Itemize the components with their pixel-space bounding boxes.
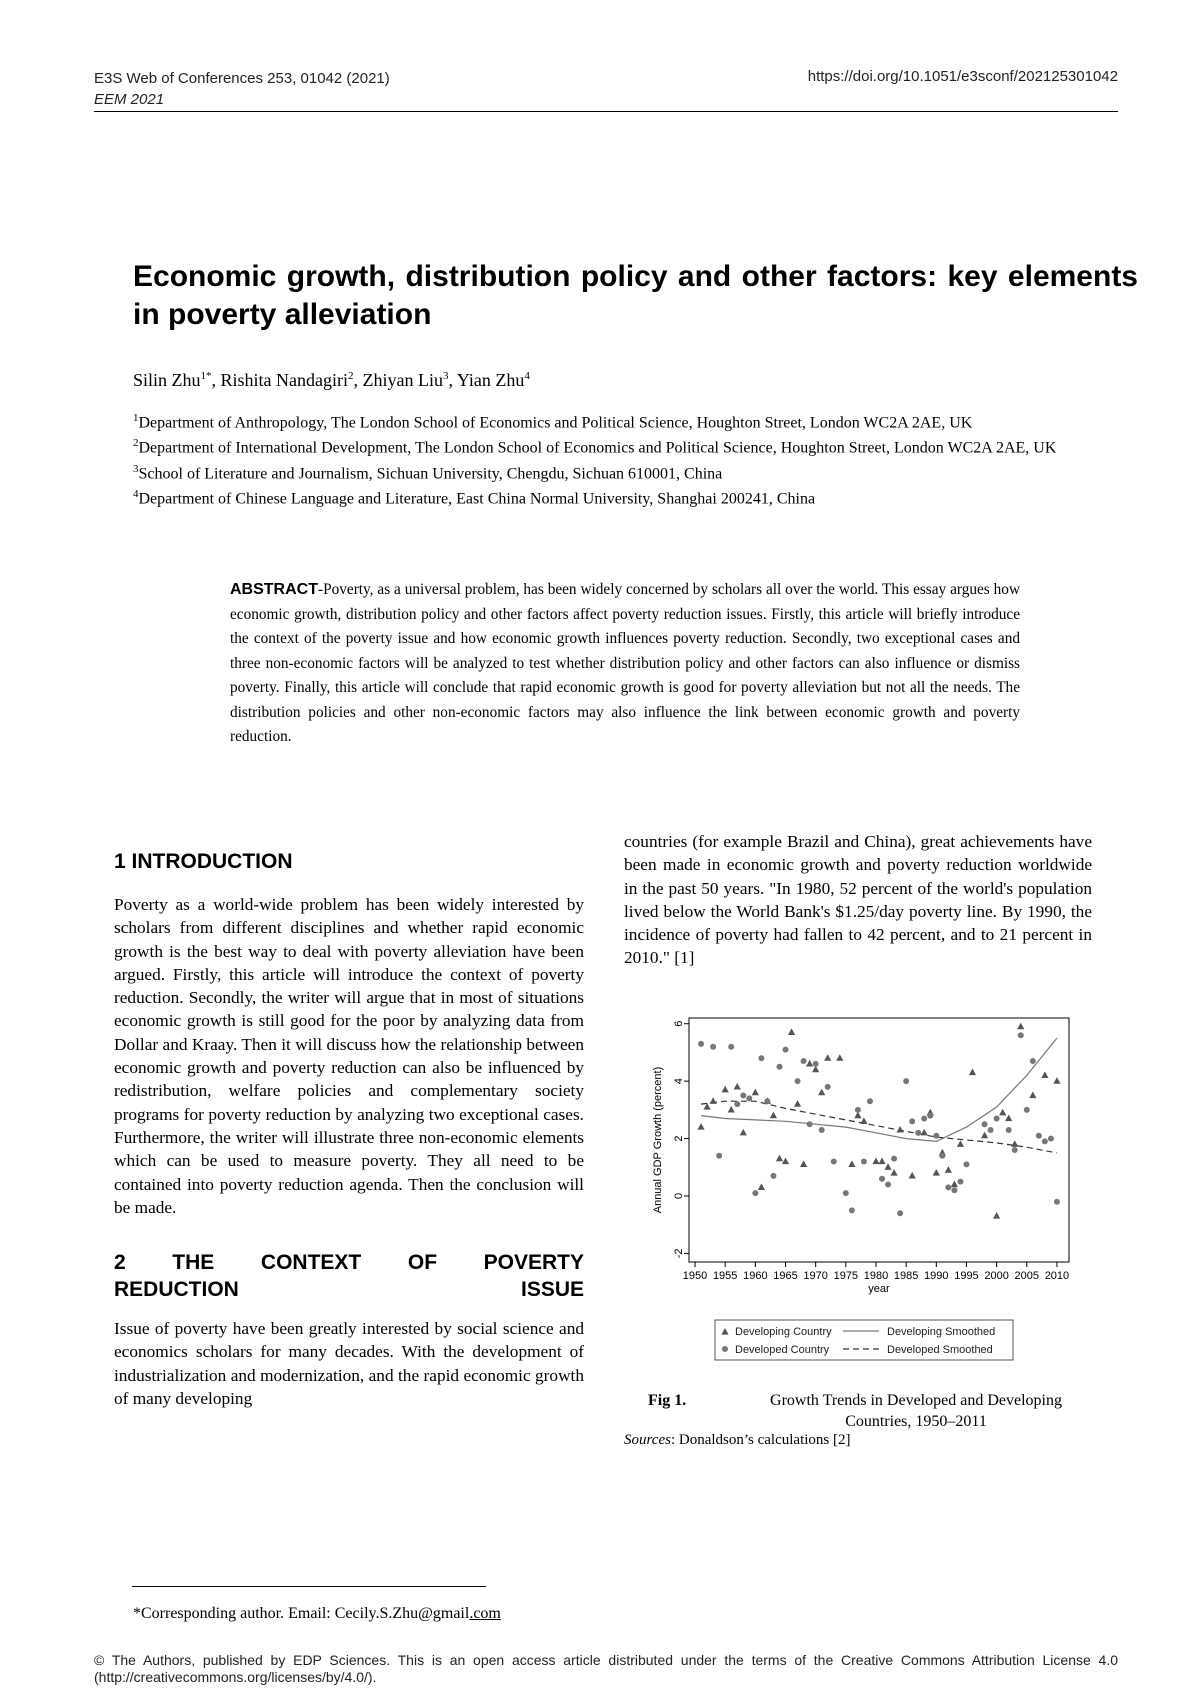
x-tick-label: 1950 (682, 1270, 708, 1282)
author-sup: 4 (524, 370, 530, 382)
developed-point (879, 1176, 885, 1182)
legend-label: Developed Country (735, 1344, 830, 1356)
legend-label: Developing Country (735, 1326, 832, 1338)
developed-point (903, 1078, 909, 1084)
source-text: : Donaldson’s calculations [2] (670, 1432, 851, 1448)
developed-point (1054, 1199, 1060, 1205)
x-tick-label: 1965 (773, 1270, 798, 1282)
developed-point (740, 1093, 746, 1099)
conference-name: EEM 2021 (94, 91, 165, 108)
developed-point (921, 1115, 927, 1121)
developed-point (897, 1210, 903, 1216)
author-sup: 3 (442, 370, 449, 382)
developed-point (1048, 1136, 1054, 1142)
developed-point (831, 1159, 837, 1165)
journal-citation: E3S Web of Conferences 253, 01042 (2021) (94, 70, 390, 87)
x-tick-label: 1980 (863, 1270, 889, 1282)
developed-point (957, 1179, 963, 1185)
plot-frame (689, 1018, 1069, 1262)
developed-point (915, 1130, 921, 1136)
x-tick-label: 2010 (1044, 1270, 1070, 1282)
x-tick-label: 1985 (893, 1270, 919, 1282)
developed-point (795, 1078, 801, 1084)
developed-point (945, 1184, 951, 1190)
developed-point (982, 1121, 988, 1127)
affiliation-text: Department of International Development, The London School of Economics and Political Science, Houghton Street, London WC2A 2AE, UK (138, 439, 1057, 457)
footnote (133, 1605, 501, 1623)
developed-point (988, 1127, 994, 1133)
figure-source (624, 1432, 850, 1449)
x-axis-label: year (868, 1283, 890, 1295)
abstract-label: ABSTRACT (230, 581, 318, 598)
developed-point (1036, 1133, 1042, 1139)
developed-point (994, 1115, 1000, 1121)
doi-link[interactable]: https://doi.org/10.1051/e3sconf/202125301042 (807, 68, 1118, 85)
author-list: Silin Zhu$^{1*}$, Rishita Nandagiri$^2$, Zhiyan Liu$^3$, Yian Zhu$^4$ (133, 370, 530, 390)
affiliation-text: Department of Chinese Language and Literature, East China Normal University, Shanghai 200241, China (138, 490, 816, 508)
x-tick-label: 1960 (743, 1270, 768, 1282)
developed-point (807, 1121, 813, 1127)
figure-label: Fig 1. (648, 1392, 687, 1409)
y-tick-label: 2 (672, 1135, 685, 1142)
x-tick-label: 2005 (1014, 1270, 1040, 1282)
section-heading-line: REDUCTION ISSUE (114, 1278, 584, 1302)
developed-point (939, 1153, 945, 1159)
author-name: Yian Zhu (456, 370, 525, 390)
section-heading-introduction: 1 INTRODUCTION (114, 850, 293, 873)
affiliation (133, 433, 1143, 458)
y-tick-label: -2 (672, 1248, 685, 1259)
x-tick-label: 2000 (984, 1270, 1009, 1282)
author-sup: 1* (200, 370, 212, 382)
author-sup: 2 (348, 370, 354, 382)
section-heading-context (114, 1249, 584, 1303)
developed-point (746, 1095, 752, 1101)
y-tick-label: 6 (672, 1020, 685, 1027)
paper-title: Economic growth, distribution policy and other factors: key elements in poverty alleviation (133, 260, 1138, 331)
developed-point (776, 1064, 782, 1070)
x-tick-label: 1955 (712, 1270, 738, 1282)
x-tick-label: 1990 (924, 1270, 949, 1282)
developed-point (698, 1041, 704, 1047)
developed-point (764, 1098, 770, 1104)
abstract (230, 578, 1020, 750)
legend-label: Developed Smoothed (887, 1344, 993, 1356)
developed-point (734, 1101, 740, 1107)
developed-point (855, 1107, 861, 1113)
introduction-paragraph: Poverty as a world-wide problem has been widely interested by scholars from different disciplines and whether rapid economic growth is the best way to deal with poverty alleviation have been argued. Firstly, this article will introduce the context of poverty reduction. Secondly, the writer will argue that in most of situations economic growth is still good for the poor by analyzing data from Dollar and Kraay. Then it will discuss how the relationship between economic growth and poverty reduction can also be influenced by redistribution, welfare policies and complementary society programs for poverty reduction by analyzing two exceptional cases. Furthermore, the writer will illustrate three non-economic elements which can be used to measure poverty. They all need to be contained into poverty reduction agenda. Then the conclusion will be made. (114, 895, 584, 1217)
header-rule (94, 111, 1118, 112)
developed-point (710, 1044, 716, 1050)
affiliation (133, 408, 1143, 433)
developed-point (885, 1181, 891, 1187)
developed-point (716, 1153, 722, 1159)
developed-point (927, 1113, 933, 1119)
left-column (114, 848, 584, 1410)
affiliation-sup: 1 (133, 412, 139, 424)
developed-point (849, 1207, 855, 1213)
developed-point (1018, 1032, 1024, 1038)
license-notice: © The Authors, published by EDP Sciences. This is an open access article distributed under the terms of the Creative Commons Attribution License 4.0 (http://creativecommons.org/licenses/by/4.0/). (94, 1652, 1118, 1685)
developed-point (770, 1173, 776, 1179)
developed-point (1006, 1127, 1012, 1133)
affiliation-list (133, 408, 1143, 509)
footnote-text: *Corresponding author. Email: Cecily.S.Zhu@gmail (133, 1605, 470, 1622)
x-tick-label: 1975 (833, 1270, 859, 1282)
developed-point (752, 1190, 758, 1196)
affiliation-text: Department of Anthropology, The London School of Economics and Political Science, Houghton Street, London WC2A 2AE, UK (138, 414, 973, 432)
developed-point (891, 1156, 897, 1162)
affiliation (133, 484, 1143, 509)
author-name: Rishita Nandagiri (220, 370, 348, 390)
affiliation (133, 459, 1143, 484)
figure-caption (648, 1390, 1088, 1432)
y-tick-label: 4 (672, 1078, 685, 1085)
email-link[interactable]: .com (469, 1605, 501, 1622)
developed-point (1042, 1138, 1048, 1144)
developed-point (909, 1118, 915, 1124)
legend-marker-circle (722, 1346, 728, 1352)
legend-label: Developing Smoothed (887, 1326, 996, 1338)
figure-caption-text: Growth Trends in Developed and Developing Countries, 1950–2011 (770, 1392, 1062, 1430)
section-heading-line: 2 THE CONTEXT OF POVERTY (114, 1251, 584, 1275)
affiliation-sup: 4 (133, 487, 139, 500)
developed-point (867, 1098, 873, 1104)
author-name: Zhiyan Liu (362, 370, 443, 390)
y-axis-label: Annual GDP Growth (percent) (652, 1066, 664, 1214)
developed-point (825, 1084, 831, 1090)
developed-point (861, 1159, 867, 1165)
affiliation-sup: 2 (133, 437, 139, 450)
context-paragraph: Issue of poverty have been greatly interested by social science and economics scholars for many decades. With the development of industrialization and modernization, and the rapid economic growth of many developing (114, 1319, 584, 1409)
developed-point (758, 1055, 764, 1061)
developed-point (783, 1047, 789, 1053)
developed-point (1024, 1107, 1030, 1113)
abstract-text: -Poverty, as a universal problem, has been widely concerned by scholars all over the world. This essay argues how economic growth, distribution policy and other factors affect poverty reduction issues. Firstly, this article will briefly introduce the context of the poverty issue and how economic growth influences poverty reduction. Secondly, two exceptional cases and three non-economic factors will be analyzed to test whether distribution policy and other factors can also influence or dismiss poverty. Finally, this article will conclude that rapid economic growth is good for poverty alleviation but not all the needs. The distribution policies and other non-economic factors may also influence the link between economic growth and poverty reduction. (230, 581, 1020, 745)
author-name: Silin Zhu (133, 370, 201, 390)
developed-point (843, 1190, 849, 1196)
affiliation-sup: 3 (133, 462, 139, 475)
developed-point (1012, 1147, 1018, 1153)
x-tick-label: 1995 (954, 1270, 979, 1282)
developed-point (933, 1133, 939, 1139)
y-tick-label: 0 (672, 1192, 685, 1200)
developed-point (1030, 1058, 1036, 1064)
gdp-growth-chart (647, 1010, 1087, 1400)
context-paragraph-continued: countries (for example Brazil and China), great achievements have been made in economic growth and poverty reduction worldwide in the past 50 years. "In 1980, 52 percent of the world's population lived below the World Bank's $1.25/day poverty line. By 1990, the incidence of poverty had fallen to 42 percent, and to 21 percent in 2010." [1] (624, 832, 1092, 968)
developed-point (819, 1127, 825, 1133)
developed-point (728, 1044, 734, 1050)
right-column (624, 830, 1092, 970)
developed-point (813, 1061, 819, 1067)
footnote-rule (132, 1586, 486, 1587)
x-tick-label: 1970 (803, 1270, 828, 1282)
developed-point (951, 1187, 957, 1193)
running-header (94, 68, 390, 110)
affiliation-text: School of Literature and Journalism, Sichuan University, Chengdu, Sichuan 610001, China (138, 464, 723, 482)
developed-point (801, 1058, 807, 1064)
developed-point (963, 1161, 969, 1167)
source-label: Sources (624, 1432, 671, 1448)
